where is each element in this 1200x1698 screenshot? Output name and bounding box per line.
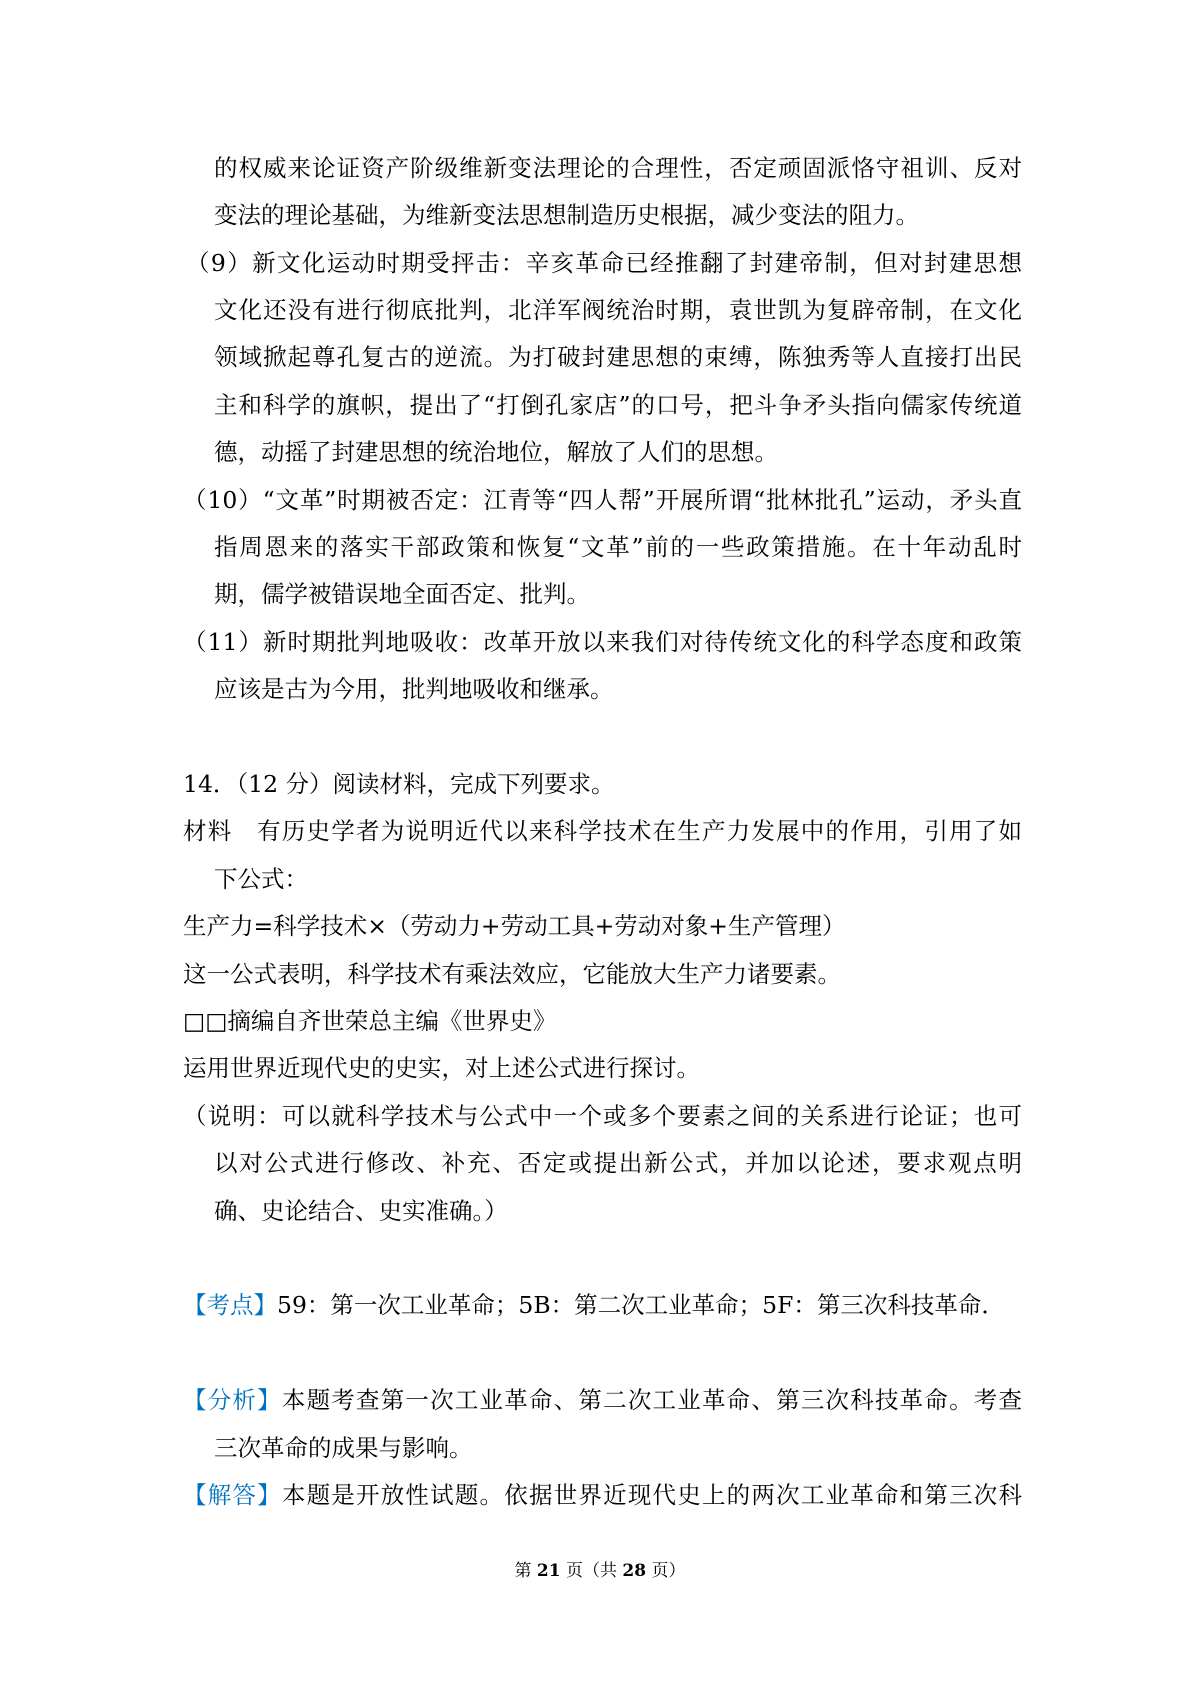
material-line: 材料 有历史学者为说明近代以来科学技术在生产力发展中的作用，引用了如 <box>183 817 1022 846</box>
page-footer <box>0 1560 1200 1582</box>
question-heading: 14．（12 分）阅读材料，完成下列要求。 <box>183 770 615 798</box>
footer-middle: 页（共 <box>560 1561 623 1581</box>
note-line: （说明：可以就科学技术与公式中一个或多个要素之间的关系进行论证；也可 <box>183 1101 1022 1130</box>
jieda-text: 本题是开放性试题。依据世界近现代史上的两次工业革命和第三次科 <box>281 1481 1023 1509</box>
continuation-line: 变法的理论基础，为维新变法思想制造历史根据，减少变法的阻力。 <box>214 201 919 230</box>
footer-page-number: 21 <box>536 1561 561 1581</box>
fenxi-text: 本题考查第一次工业革命、第二次工业革命、第三次科技革命。考查 <box>281 1386 1023 1415</box>
item-11-line: 应该是古为今用，批判地吸收和继承。 <box>214 675 614 704</box>
question-task: 运用世界近现代史的史实，对上述公式进行探讨。 <box>183 1054 700 1083</box>
item-9-line: 主和科学的旗帜，提出了“打倒孔家店”的口号，把斗争矛头指向儒家传统道 <box>214 390 1022 419</box>
fenxi-line <box>183 1377 1022 1424</box>
jieda-label: 【解答】 <box>183 1481 282 1509</box>
footer-prefix: 第 <box>514 1561 537 1581</box>
material-source: □□摘编自齐世荣总主编《世界史》 <box>183 1007 557 1035</box>
item-9-line: 文化还没有进行彻底批判，北洋军阀统治时期，袁世凯为复辟帝制，在文化 <box>214 296 1022 324</box>
fenxi-line: 三次革命的成果与影响。 <box>214 1433 473 1462</box>
kaodian-line <box>183 1282 1022 1329</box>
item-9-line: （9）新文化运动时期受抨击：辛亥革命已经推翻了封建帝制，但对封建思想 <box>186 248 1022 277</box>
kaodian-label: 【考点】 <box>183 1291 277 1320</box>
item-9-line: 领域掀起尊孔复古的逆流。为打破封建思想的束缚，陈独秀等人直接打出民 <box>214 343 1022 372</box>
footer-suffix: 页） <box>646 1561 686 1581</box>
note-line: 确、史论结合、史实准确。） <box>214 1196 508 1225</box>
item-9-line: 德，动摇了封建思想的统治地位，解放了人们的思想。 <box>214 438 778 467</box>
item-10-line: （10）“文革”时期被否定：江青等“四人帮”开展所谓“批林批孔”运动，矛头直 <box>183 485 1022 514</box>
item-10-line: 期，儒学被错误地全面否定、批判。 <box>214 580 590 609</box>
continuation-line: 的权威来论证资产阶级维新变法理论的合理性，否定顽固派恪守祖训、反对 <box>214 153 1022 182</box>
jieda-line <box>183 1472 1022 1519</box>
material-line: 下公式： <box>214 864 308 893</box>
formula-note: 这一公式表明，科学技术有乘法效应，它能放大生产力诸要素。 <box>183 959 841 988</box>
kaodian-text: 59：第一次工业革命；5B：第二次工业革命；5F：第三次科技革命． <box>277 1291 1005 1320</box>
formula: 生产力=科学技术×（劳动力+劳动工具+劳动对象+生产管理） <box>183 912 846 941</box>
item-11-line: （11）新时期批判地吸收：改革开放以来我们对待传统文化的科学态度和政策 <box>183 627 1022 656</box>
note-line: 以对公式进行修改、补充、否定或提出新公式，并加以论述，要求观点明 <box>214 1149 1022 1178</box>
fenxi-label: 【分析】 <box>183 1386 282 1415</box>
item-10-line: 指周恩来的落实干部政策和恢复“文革”前的一些政策措施。在十年动乱时 <box>214 533 1022 561</box>
footer-total-pages: 28 <box>622 1561 647 1581</box>
